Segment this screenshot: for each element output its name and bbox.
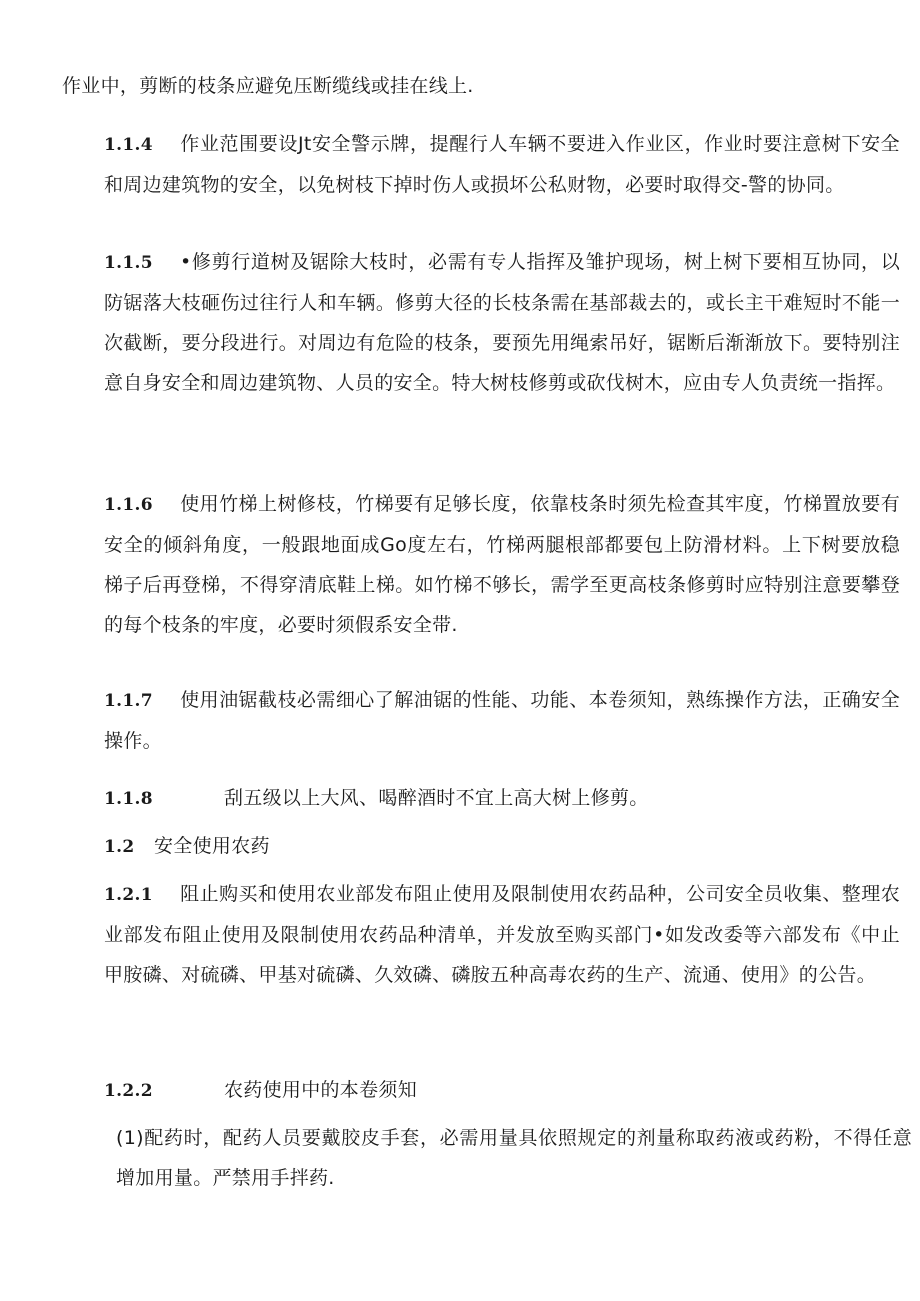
section-number: 1.1.6 xyxy=(104,495,153,515)
section-title: 安全使用农药 xyxy=(154,835,270,857)
section-1-2-1 xyxy=(62,874,900,995)
paragraph-text: •修剪行道树及锯除大枝时，必需有专人指挥及雏护现场，树上树下要相互协同，以防锯落大枝砸伤过往行人和车辆。修剪大径的长枝条需在基部裁去的，或长主干难短时不能一次截断，要分段进行。对周边有危险的枝条，要预先用绳索吊好，锯断后渐渐放下。要特别注意自身安全和周边建筑物、人员的安全。特大树枝修剪或砍伐树木，应由专人负责统一指挥。 xyxy=(104,251,900,394)
section-number: 1.1.4 xyxy=(104,135,153,155)
section-1-1-7 xyxy=(62,680,900,761)
section-1-1-6 xyxy=(62,484,900,645)
paragraph-text: 刮五级以上大风、喝醉酒时不宜上高大树上修剪。 xyxy=(224,787,649,809)
paragraph-text: 使用油锯截枝必需细心了解油锯的性能、功能、本卷须知，熟练操作方法，正确安全操作。 xyxy=(104,689,900,752)
section-1-1-8 xyxy=(62,778,900,819)
section-number: 1.2.2 xyxy=(104,1081,153,1101)
section-1-1-4 xyxy=(62,124,900,205)
section-number: 1.2 xyxy=(104,837,135,857)
section-number: 1.1.7 xyxy=(104,691,153,711)
section-1-2-2 xyxy=(62,1070,900,1111)
paragraph-text: (1)配药时，配药人员要戴胶皮手套，必需用量具依照规定的剂量称取药液或药粉，不得任意增加用量。严禁用手拌药. xyxy=(116,1127,912,1189)
paragraph-text: 阻止购买和使用农业部发布阻止使用及限制使用农药品种，公司安全员收集、整理农业部发布阻止使用及限制使用农药品种清单，并发放至购买部门•如发改委等六部发布《中止甲胺磷、对硫磷、甲基对硫磷、久效磷、磷胺五种高毒农药的生产、流通、使用》的公告。 xyxy=(104,883,900,986)
section-number: 1.1.8 xyxy=(104,789,153,809)
section-1-1-5 xyxy=(62,242,900,403)
section-1-2-heading xyxy=(62,826,900,867)
list-item-1 xyxy=(62,1118,912,1198)
section-number: 1.2.1 xyxy=(104,885,153,905)
paragraph-text: 使用竹梯上树修枝，竹梯要有足够长度，依靠枝条时须先检查其牢度，竹梯置放要有安全的倾斜角度，一般跟地面成Go度左右，竹梯两腿根部都要包上防滑材料。上下树要放稳梯子后再登梯，不得穿清底鞋上梯。如竹梯不够长，需学至更高枝条修剪时应特别注意要攀登的每个枝条的牢度，必要时须假系安全带. xyxy=(104,493,900,636)
section-number: 1.1.5 xyxy=(104,253,153,273)
paragraph-text: 作业范围要设Jt安全警示牌，提醒行人车辆不要进入作业区，作业时要注意树下安全和周边建筑物的安全，以免树枝下掉时伤人或损坏公私财物，必要时取得交-警的协同。 xyxy=(104,133,900,196)
paragraph-text: 农药使用中的本卷须知 xyxy=(224,1079,418,1101)
paragraph-continuation xyxy=(62,66,858,106)
paragraph-text: 作业中，剪断的枝条应避免压断缆线或挂在线上. xyxy=(62,75,474,97)
